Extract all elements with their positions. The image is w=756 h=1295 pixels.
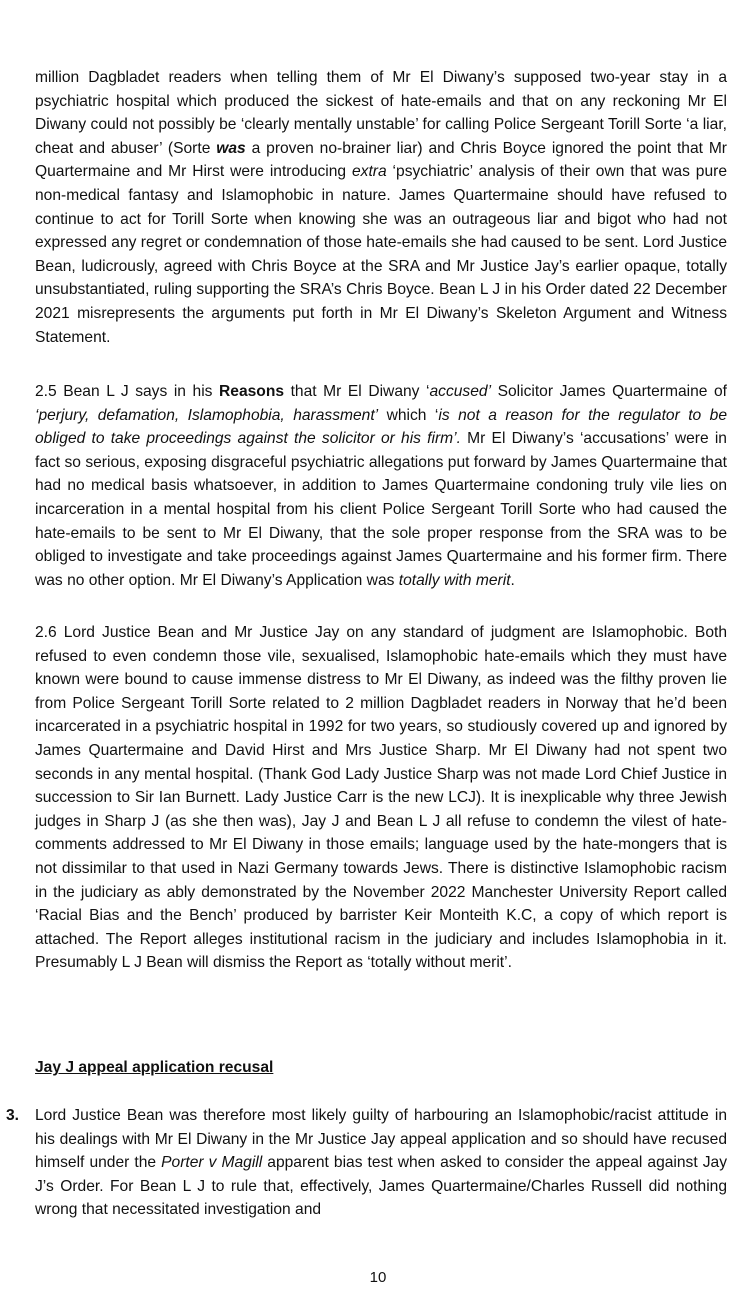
paragraph-2-4-continued [35, 66, 727, 349]
text-run: 2.5 Bean L J says in his [35, 383, 220, 400]
text-run: apparent bias test when asked to consider the appeal against Jay J’s Order. For Bean L J to rule that, effectively, James Quartermaine/Charles Russell did nothing wrong that necessitated investigation and [35, 1154, 728, 1219]
text-run: totally with merit [398, 571, 511, 589]
text-run: . [510, 571, 515, 589]
section-heading: Jay J appeal application recusal [35, 1059, 274, 1076]
text-run: is not a reason for the regulator to be obliged to take proceedings against the solicitor or his firm’. [35, 406, 728, 448]
text-run: was [216, 139, 246, 157]
text-run: 2.6 Lord Justice Bean and Mr Justice Jay on any standard of judgment are Islamophobic. Both refused to even condemn those vile, sexualised, Islamophobic hate-emails which they must have known were bound to cause immense distress to Mr El Diwany, as indeed was the filthy proven lie from Police Sergeant Torill Sorte related to 2 million Dagbladet readers in Norway that he’d been incarcerated in a psychiatric hospital in 1992 for two years, so studiously covered up and ignored by James Quartermaine and David Hirst and Mrs Justice Sharp. Mr El Diwany had not spent two seconds in any mental hospital. (Thank God Lady Justice Sharp was not made Lord Chief Justice in succession to Sir Ian Burnett. Lady Justice Carr is the new LCJ). It is inexplicable why three Jewish judges in Sharp J (as she then was), Jay J and Bean L J all refuse to condemn the vilest of hate-comments addressed to Mr El Diwany in those emails; language used by the hate-mongers that is not dissimilar to that used in Nazi Germany towards Jews. There is distinctive Islamophobic racism in the judiciary as ably demonstrated by the November 2022 Manchester University Report called ‘Racial Bias and the Bench’ produced by barrister Keir Monteith K.C, a copy of which report is attached. The Report alleges institutional racism in the judiciary and includes Islamophobia in it. Presumably L J Bean will dismiss the Report as ‘totally without merit’. [35, 624, 727, 972]
paragraph-2-6 [35, 621, 727, 975]
text-run: accused’ [429, 383, 492, 400]
page-number: 10 [369, 1269, 387, 1286]
text-run: which ‘ [378, 406, 439, 424]
text-run: Mr El Diwany’s ‘accusations’ were in fact so serious, exposing disgraceful psychiatric allegations put forward by James Quartermaine that had no medical basis whatsoever, in addition to James Quartermaine condoning truly vile lies on incarceration in a mental hospital from his client Police Sergeant Torill Sorte who had caused the hate-emails to be sent to Mr El Diwany, that the sole proper response from the SRA was to be obliged to investigate and take proceedings against James Quartermaine and his former firm. There was no other option. Mr El Diwany’s Application was [35, 430, 727, 589]
text-run: Solicitor James Quartermaine of [491, 383, 727, 400]
text-run: million Dagbladet readers when telling them of Mr El Diwany’s supposed two-year stay in a psychiatric hospital which produced the sickest of hate-emails and that on any reckoning Mr El Diwany could not possibly be ‘clearly mentally unstable’ for calling Police Sergeant Torill Sorte ‘a liar, cheat and abuser’ (Sorte [35, 69, 727, 157]
text-run: Porter v Magill [161, 1154, 263, 1172]
paragraph-2-5 [35, 380, 727, 592]
text-run: that Mr El Diwany ‘ [284, 383, 430, 400]
text-run: Lord Justice Bean was therefore most likely guilty of harbouring an Islamophobic/racist attitude in his dealings with Mr El Diwany in the Mr Justice Jay appeal application and so should have recused himself under the [35, 1107, 727, 1172]
paragraph-3 [35, 1104, 727, 1222]
text-run: Reasons [219, 383, 285, 400]
text-run: ‘perjury, defamation, Islamophobia, harassment’ [35, 406, 379, 424]
text-run: ‘psychiatric’ analysis of their own that was pure non-medical fantasy and Islamophobic in nature. James Quartermaine should have refused to continue to act for Torill Sorte when knowing she was an outrageous liar and bigot who had not expressed any regret or condemnation of those hate-emails she had caused to be sent. Lord Justice Bean, ludicrously, agreed with Chris Boyce at the SRA and Mr Justice Jay’s earlier opaque, totally unsubstantiated, ruling supporting the SRA’s Chris Boyce. Bean L J in his Order dated 22 December 2021 misrepresents the arguments put forth in Mr El Diwany’s Skeleton Argument and Witness Statement. [35, 163, 728, 346]
text-run: a proven no-brainer liar) and Chris Boyce ignored the point that Mr Quartermaine and Mr Hirst were introducing [35, 139, 728, 181]
section-number: 3. [6, 1107, 20, 1124]
text-run: extra [352, 163, 387, 181]
